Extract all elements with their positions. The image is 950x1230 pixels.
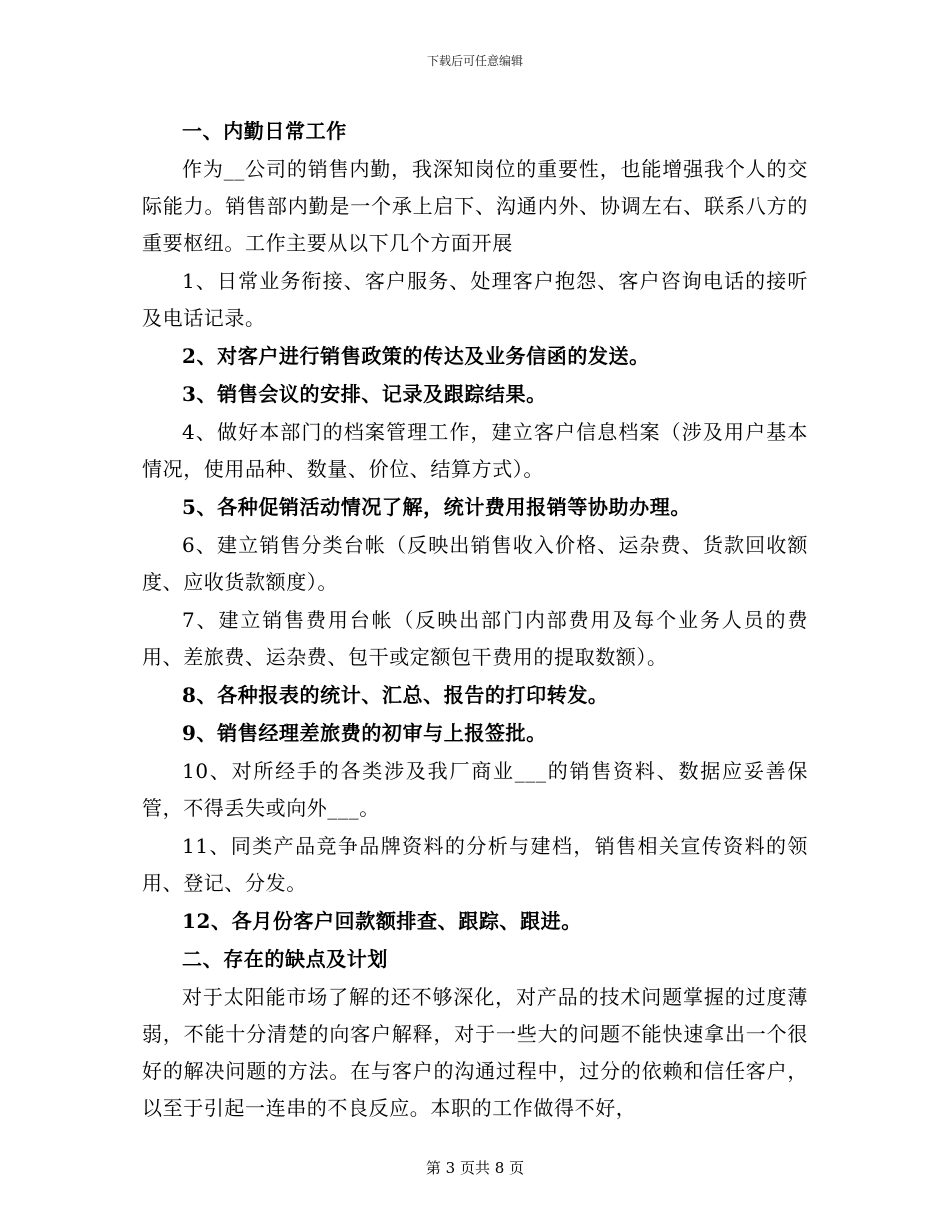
list-item-2: 2、对客户进行销售政策的传达及业务信函的发送。 [182, 344, 650, 368]
list-item-11: 11、同类产品竞争品牌资料的分析与建档，销售相关宣传资料的领用、登记、分发。 [142, 834, 808, 895]
list-item-9: 9、销售经理差旅费的初审与上报签批。 [182, 721, 547, 745]
page-header: 下载后可任意编辑 [426, 54, 523, 68]
list-item-8: 8、各种报表的统计、汇总、报告的打印转发。 [182, 683, 609, 707]
list-item-1: 1、日常业务衔接、客户服务、处理客户抱怨、客户咨询电话的接听及电话记录。 [142, 269, 808, 330]
list-item-6: 6、建立销售分类台帐（反映出销售收入价格、运杂费、货款回收额度、应收货款额度）。 [142, 533, 808, 594]
list-item-7: 7、建立销售费用台帐（反映出部门内部费用及每个业务人员的费用、差旅费、运杂费、包干或定额包干费用的提取数额）。 [142, 608, 808, 669]
list-item-4: 4、做好本部门的档案管理工作，建立客户信息档案（涉及用户基本情况，使用品种、数量、价位、结算方式）。 [142, 420, 808, 481]
section-heading-shortcomings: 二、存在的缺点及计划 [182, 947, 388, 971]
document-body [142, 112, 808, 1127]
paragraph-shortcomings: 对于太阳能市场了解的还不够深化，对产品的技术问题掌握的过度薄弱，不能十分清楚的向客户解释，对于一些大的问题不能快速拿出一个很好的解决问题的方法。在与客户的沟通过程中，过分的依赖和信任客户，以至于引起一连串的不良反应。本职的工作做得不好， [142, 985, 808, 1120]
list-item-12: 12、各月份客户回款额排查、跟踪、跟进。 [182, 909, 582, 933]
section-heading-daily-work: 一、内勤日常工作 [182, 119, 347, 143]
page-number-footer: 第 3 页共 8 页 [425, 1159, 525, 1177]
list-item-5: 5、各种促销活动情况了解，统计费用报销等协助办理。 [182, 495, 691, 519]
paragraph-intro: 作为__公司的销售内勤，我深知岗位的重要性，也能增强我个人的交际能力。销售部内勤是一个承上启下、沟通内外、协调左右、联系八方的重要枢纽。工作主要从以下几个方面开展 [142, 157, 808, 255]
list-item-3: 3、销售会议的安排、记录及跟踪结果。 [182, 382, 547, 406]
list-item-10: 10、对所经手的各类涉及我厂商业___的销售资料、数据应妥善保管，不得丢失或向外___。 [142, 759, 808, 820]
